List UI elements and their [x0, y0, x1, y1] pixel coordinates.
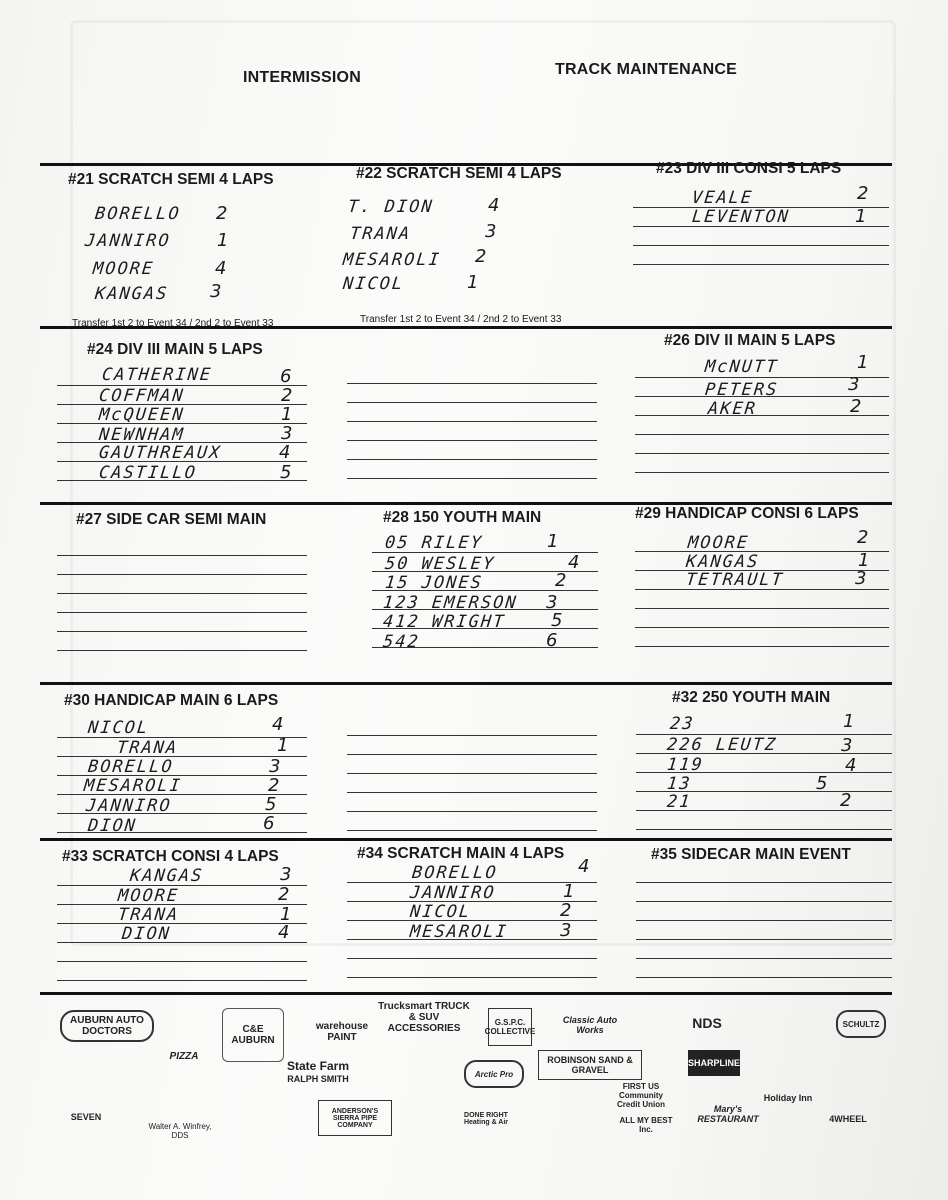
sponsor-logo	[558, 1012, 622, 1038]
sponsor-name: FIRST US Community Credit Union	[617, 1081, 665, 1109]
entry-name: NICOL	[86, 718, 151, 738]
sponsor-logo	[155, 1045, 213, 1067]
entry-name: TRANA	[116, 905, 181, 925]
blank-line	[636, 939, 892, 940]
sponsor-logo	[697, 1103, 759, 1125]
track-maintenance-label: TRACK MAINTENANCE	[555, 61, 738, 78]
sponsor-name: SHARPLINE	[688, 1058, 741, 1068]
entry-place: 3	[841, 735, 853, 756]
entry-place: 1	[277, 735, 289, 756]
entry-place: 4	[279, 442, 291, 463]
entry-name: KANGAS	[128, 866, 205, 886]
entry-name: MESAROLI	[408, 922, 509, 942]
blank-line	[57, 961, 307, 962]
sponsor-name: Holiday Inn	[763, 1093, 813, 1103]
sponsor-logo	[685, 1012, 729, 1034]
blank-line	[635, 551, 889, 552]
entry-place: 2	[475, 246, 487, 267]
blank-line	[633, 264, 889, 265]
entry-place: 4	[272, 714, 284, 735]
entry-place: 4	[568, 552, 580, 573]
entry-place: 2	[278, 884, 290, 905]
sponsor-name: Trucksmart TRUCK & SUV ACCESSORIES	[378, 1000, 470, 1034]
blank-line	[347, 811, 597, 812]
entry-place: 2	[268, 775, 280, 796]
blank-line	[57, 942, 307, 943]
watermark-frame	[70, 20, 896, 946]
sponsor-name: C&E AUBURN	[231, 1024, 275, 1046]
sponsor-logo	[822, 1108, 874, 1130]
entry-place: 5	[816, 773, 828, 794]
sponsor-name: Mary's RESTAURANT	[697, 1104, 759, 1124]
entry-place: 6	[263, 813, 275, 834]
entry-place: 2	[857, 183, 869, 204]
entry-place: 2	[850, 396, 862, 417]
sponsor-name: Walter A. Winfrey, DDS	[148, 1122, 212, 1140]
blank-line	[57, 904, 307, 905]
sponsor-name: SEVEN	[70, 1112, 102, 1122]
sponsor-logo	[538, 1050, 642, 1080]
entry-place: 1	[280, 904, 292, 925]
blank-line	[347, 421, 597, 422]
entry-place: 2	[857, 527, 869, 548]
entry-place: 1	[467, 272, 479, 293]
entry-place: 3	[855, 568, 867, 589]
entry-place: 1	[857, 352, 869, 373]
blank-line	[347, 735, 597, 736]
sponsor-logo	[484, 1008, 536, 1046]
sponsor-name: ROBINSON SAND & GRAVEL	[547, 1055, 633, 1075]
entry-place: 4	[278, 922, 290, 943]
blank-line	[57, 631, 307, 632]
blank-line	[57, 593, 307, 594]
entry-place: 4	[578, 856, 590, 877]
event-35-title: #35 SIDECAR MAIN EVENT	[651, 846, 851, 863]
entry-name: NICOL	[408, 902, 473, 922]
entry-name: VEALE	[690, 188, 755, 208]
entry-place: 2	[840, 790, 852, 811]
entry-place: 3	[269, 756, 281, 777]
sponsor-logo	[762, 1090, 814, 1106]
sponsor-logo	[612, 1113, 680, 1137]
sponsor-name: ANDERSON'S SIERRA PIPE COMPANY	[331, 1107, 379, 1129]
sponsor-name: NDS	[692, 1015, 722, 1031]
section-rule	[40, 838, 892, 841]
sponsor-logo	[688, 1050, 740, 1076]
sponsor-logo	[612, 1081, 670, 1109]
sponsor-name: State Farm	[286, 1059, 350, 1073]
blank-line	[347, 958, 597, 959]
entry-place: 5	[551, 610, 563, 631]
sponsor-logo	[455, 1104, 517, 1134]
entry-place: 2	[216, 203, 228, 224]
entry-place: 1	[563, 881, 575, 902]
entry-name: McNUTT	[703, 357, 780, 377]
entry-name: 50 WESLEY	[383, 554, 497, 574]
sponsor-logo	[286, 1072, 350, 1086]
event-30-title: #30 HANDICAP MAIN 6 LAPS	[64, 692, 279, 709]
entry-place: 1	[217, 230, 229, 251]
blank-line	[635, 646, 889, 647]
sponsor-name: SCHULTZ	[842, 1019, 880, 1029]
entry-name: PETERS	[703, 380, 780, 400]
blank-line	[347, 478, 597, 479]
entry-name: LEVENTON	[690, 207, 791, 227]
entry-name: CASTILLO	[97, 463, 198, 483]
entry-name: MESAROLI	[341, 250, 442, 270]
entry-place: 1	[281, 404, 293, 425]
entry-name: AKER	[706, 399, 759, 419]
blank-line	[347, 977, 597, 978]
entry-place: 1	[855, 206, 867, 227]
entry-name: JANNIRO	[83, 231, 172, 251]
entry-name: TRANA	[115, 738, 180, 758]
sponsor-logo	[318, 1100, 392, 1136]
entry-place: 4	[488, 195, 500, 216]
sponsor-name: Arctic Pro	[474, 1069, 514, 1079]
sponsor-logo	[312, 1018, 372, 1046]
entry-place: 3	[560, 920, 572, 941]
blank-line	[636, 958, 892, 959]
entry-name: 05 RILEY	[383, 533, 484, 553]
entry-place: 3	[281, 423, 293, 444]
blank-line	[347, 754, 597, 755]
section-rule	[40, 992, 892, 995]
blank-line	[57, 612, 307, 613]
entry-name: McQUEEN	[97, 405, 186, 425]
sponsor-logo	[60, 1010, 154, 1042]
sponsor-logo	[140, 1124, 220, 1138]
entry-name: JANNIRO	[84, 796, 173, 816]
sponsor-logo	[222, 1008, 284, 1062]
entry-place: 2	[281, 385, 293, 406]
blank-line	[636, 829, 892, 830]
event-32-title: #32 250 YOUTH MAIN	[672, 689, 831, 706]
entry-name: TRANA	[348, 224, 413, 244]
entry-place: 3	[485, 221, 497, 242]
intermission-label: INTERMISSION	[243, 69, 361, 86]
entry-name: MOORE	[91, 259, 156, 279]
transfer-note-21: Transfer 1st 2 to Event 34 / 2nd 2 to Event 33	[72, 318, 274, 329]
entry-place: 6	[546, 630, 558, 651]
entry-name: MOORE	[686, 533, 751, 553]
section-rule	[40, 682, 892, 685]
entry-name: 13	[665, 774, 693, 794]
entry-name: KANGAS	[93, 284, 170, 304]
entry-place: 4	[845, 755, 857, 776]
blank-line	[636, 882, 892, 883]
entry-name: JANNIRO	[408, 883, 497, 903]
entry-name: NEWNHAM	[97, 425, 186, 445]
entry-place: 5	[265, 794, 277, 815]
entry-place: 1	[547, 531, 559, 552]
blank-line	[635, 453, 889, 454]
entry-name: 21	[665, 792, 693, 812]
sponsor-name: AUBURN AUTO DOCTORS	[70, 1015, 144, 1037]
entry-name: 123 EMERSON	[381, 593, 519, 613]
transfer-note-22: Transfer 1st 2 to Event 34 / 2nd 2 to Event 33	[360, 314, 562, 325]
sponsor-name: ALL MY BEST Inc.	[619, 1116, 673, 1134]
blank-line	[635, 608, 889, 609]
entry-place: 3	[280, 864, 292, 885]
entry-place: 3	[210, 281, 222, 302]
event-33-title: #33 SCRATCH CONSI 4 LAPS	[62, 848, 279, 865]
event-21-title: #21 SCRATCH SEMI 4 LAPS	[68, 171, 274, 188]
entry-place: 6	[280, 366, 292, 387]
blank-line	[347, 383, 597, 384]
sponsor-logo	[836, 1010, 886, 1038]
blank-line	[347, 773, 597, 774]
event-27-title: #27 SIDE CAR SEMI MAIN	[76, 511, 267, 528]
entry-name: T. DION	[346, 197, 435, 217]
sponsor-name: RALPH SMITH	[287, 1074, 349, 1084]
event-28-title: #28 150 YOUTH MAIN	[383, 509, 542, 526]
blank-line	[636, 920, 892, 921]
blank-line	[57, 555, 307, 556]
entry-place: 5	[280, 462, 292, 483]
blank-line	[635, 434, 889, 435]
entry-name: DION	[120, 924, 173, 944]
sponsor-name: DONE RIGHT Heating & Air	[463, 1112, 509, 1126]
sponsor-logo	[464, 1060, 524, 1088]
entry-place: 4	[215, 258, 227, 279]
entry-place: 2	[555, 570, 567, 591]
blank-line	[347, 402, 597, 403]
blank-line	[633, 245, 889, 246]
blank-line	[57, 650, 307, 651]
sponsor-name: warehouse PAINT	[315, 1021, 369, 1043]
entry-place: 2	[560, 900, 572, 921]
blank-line	[57, 980, 307, 981]
blank-line	[347, 459, 597, 460]
entry-name: 119	[665, 755, 705, 775]
entry-name: 226 LEUTZ	[665, 735, 779, 755]
blank-line	[636, 977, 892, 978]
entry-place: 1	[843, 711, 855, 732]
sponsor-name: PIZZA	[169, 1050, 199, 1062]
blank-line	[635, 472, 889, 473]
blank-line	[347, 792, 597, 793]
sponsor-logo	[62, 1104, 110, 1130]
entry-name: 15 JONES	[383, 573, 484, 593]
entry-place: 3	[546, 592, 558, 613]
blank-line	[636, 901, 892, 902]
entry-name: KANGAS	[684, 552, 761, 572]
entry-name: DION	[86, 816, 139, 836]
blank-line	[347, 830, 597, 831]
blank-line	[57, 574, 307, 575]
blank-line	[635, 627, 889, 628]
entry-name: BORELLO	[86, 757, 175, 777]
entry-name: MOORE	[116, 886, 181, 906]
event-29-title: #29 HANDICAP CONSI 6 LAPS	[635, 505, 859, 522]
entry-name: CATHERINE	[100, 365, 214, 385]
event-22-title: #22 SCRATCH SEMI 4 LAPS	[356, 165, 562, 182]
blank-line	[347, 440, 597, 441]
entry-place: 1	[858, 550, 870, 571]
blank-line	[57, 923, 307, 924]
entry-place: 3	[848, 374, 860, 395]
event-24-title: #24 DIV III MAIN 5 LAPS	[87, 341, 263, 358]
entry-name: COFFMAN	[97, 386, 186, 406]
entry-name: 23	[668, 714, 696, 734]
entry-name: 412 WRIGHT	[381, 612, 507, 632]
entry-name: BORELLO	[93, 204, 182, 224]
event-23-title: #23 DIV III CONSI 5 LAPS	[656, 160, 842, 177]
entry-name: NICOL	[341, 274, 406, 294]
entry-name: TETRAULT	[684, 570, 785, 590]
sponsor-name: G.S.P.C. COLLECTIVE	[484, 1018, 536, 1036]
sponsor-name: Classic Auto Works	[562, 1015, 618, 1035]
entry-name: GAUTHREAUX	[97, 443, 223, 463]
entry-name: 542	[381, 632, 421, 652]
sponsor-logo	[375, 1000, 473, 1034]
event-26-title: #26 DIV II MAIN 5 LAPS	[664, 332, 836, 349]
entry-name: MESAROLI	[82, 776, 183, 796]
entry-name: BORELLO	[410, 863, 499, 883]
sponsor-name: 4WHEEL	[829, 1114, 867, 1124]
event-34-title: #34 SCRATCH MAIN 4 LAPS	[357, 845, 565, 862]
